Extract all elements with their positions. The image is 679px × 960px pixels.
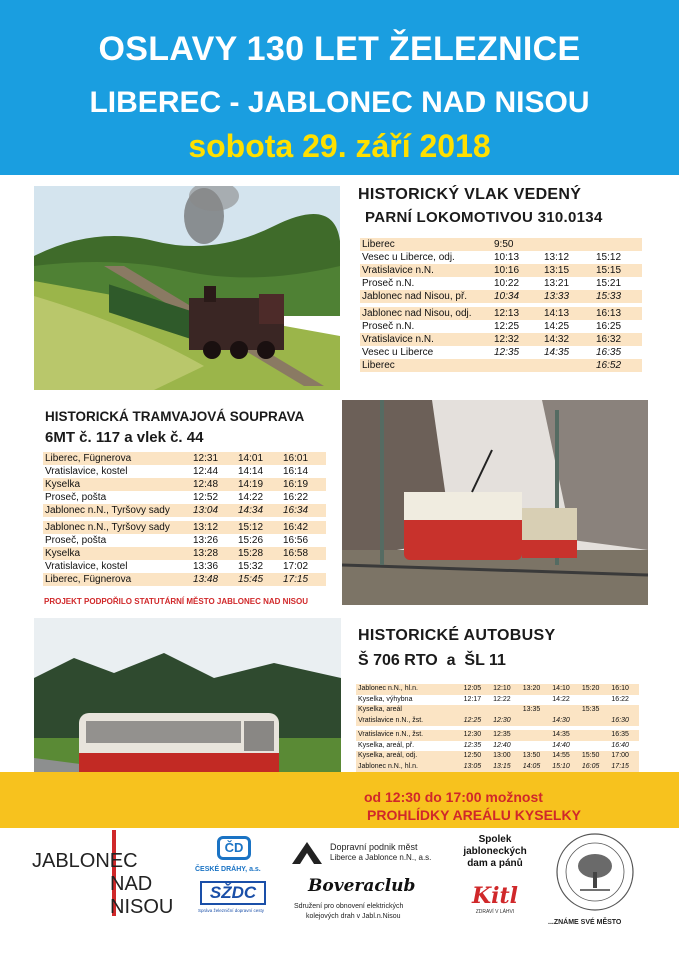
time-cell: 16:19 — [281, 478, 326, 491]
time-cell: 14:30 — [550, 716, 580, 727]
table-row — [360, 238, 642, 251]
stop-name-cell: Kyselka, výhybna — [356, 695, 462, 706]
time-cell: 16:34 — [281, 504, 326, 517]
time-cell — [521, 716, 551, 727]
table-row — [360, 290, 642, 303]
time-cell: 9:50 — [492, 238, 542, 251]
time-cell: 16:30 — [609, 716, 639, 727]
stop-name-cell: Liberec, Fügnerova — [43, 573, 191, 586]
table-row — [360, 320, 642, 333]
partner-logos — [0, 828, 679, 960]
szdc-sub: Správa železniční dopravní cesty — [198, 908, 265, 913]
spm-motto: ...ZNÁME SVÉ MĚSTO — [548, 919, 622, 926]
time-cell: 16:56 — [281, 534, 326, 547]
tram-photo — [342, 400, 648, 605]
time-cell — [550, 705, 580, 716]
time-cell: 12:10 — [491, 684, 521, 695]
time-cell — [580, 695, 610, 706]
stop-name-cell: Kyselka — [43, 478, 191, 491]
time-cell: 16:22 — [609, 695, 639, 706]
event-banner — [0, 772, 679, 828]
time-cell: 17:00 — [609, 751, 639, 762]
time-cell: 12:48 — [191, 478, 236, 491]
time-cell: 13:05 — [462, 762, 492, 773]
time-cell: 12:50 — [462, 751, 492, 762]
time-cell — [542, 238, 594, 251]
table-row — [360, 307, 642, 320]
time-cell: 12:13 — [492, 307, 542, 320]
time-cell: 10:13 — [492, 251, 542, 264]
time-cell: 13:12 — [191, 521, 236, 534]
stop-name-cell: Jablonec n.N., hl.n. — [356, 684, 462, 695]
time-cell: 14:35 — [542, 346, 594, 359]
bus-title-2: Š 706 RTO a ŠL 11 — [358, 652, 506, 669]
time-cell: 12:25 — [492, 320, 542, 333]
table-row — [43, 491, 326, 504]
stop-name-cell: Kyselka — [43, 547, 191, 560]
time-cell: 13:12 — [542, 251, 594, 264]
stop-name-cell: Liberec — [360, 359, 492, 372]
stop-name-cell: Vesec u Liberce — [360, 346, 492, 359]
table-row — [43, 560, 326, 573]
kitl-name: Kitl — [472, 883, 518, 909]
time-cell: 12:30 — [462, 730, 492, 741]
stop-name-cell: Jablonec nad Nisou, odj. — [360, 307, 492, 320]
boveraclub-logo — [290, 876, 450, 926]
dpmlj-line-2: Liberce a Jablonce n.N., a.s. — [330, 853, 432, 862]
time-cell: 15:35 — [580, 705, 610, 716]
szdc-logo — [198, 881, 273, 921]
time-cell: 12:17 — [462, 695, 492, 706]
table-row — [356, 762, 639, 773]
stop-name-cell: Jablonec nad Nisou, př. — [360, 290, 492, 303]
time-cell: 15:50 — [580, 751, 610, 762]
stop-name-cell: Jablonec n.N., Tyršovy sady — [43, 521, 191, 534]
stop-name-cell: Proseč n.N. — [360, 277, 492, 290]
dpmlj-line-1: Dopravní podnik měst — [330, 842, 418, 852]
time-cell: 12:35 — [491, 730, 521, 741]
time-cell: 14:14 — [236, 465, 281, 478]
time-cell — [462, 705, 492, 716]
time-cell: 12:31 — [191, 452, 236, 465]
table-row — [360, 359, 642, 372]
stop-name-cell: Proseč, pošta — [43, 534, 191, 547]
time-cell: 14:13 — [542, 307, 594, 320]
time-cell: 16:05 — [580, 762, 610, 773]
time-cell — [580, 741, 610, 752]
boveraclub-name: Boveraclub — [308, 876, 416, 896]
tram-title-1: HISTORICKÁ TRAMVAJOVÁ SOUPRAVA — [45, 409, 305, 424]
time-cell: 14:40 — [550, 741, 580, 752]
header — [0, 0, 679, 175]
bus-timetable — [356, 684, 639, 772]
stop-name-cell: Kyselka, areál — [356, 705, 462, 716]
time-cell: 13:36 — [191, 560, 236, 573]
stop-name-cell: Liberec — [360, 238, 492, 251]
time-cell: 14:10 — [550, 684, 580, 695]
time-cell: 15:15 — [594, 264, 642, 277]
time-cell: 16:13 — [594, 307, 642, 320]
boveraclub-sub-1: Sdružení pro obnovení elektrických — [294, 903, 404, 910]
time-cell: 13:04 — [191, 504, 236, 517]
time-cell: 12:25 — [462, 716, 492, 727]
tram-sponsor-note: PROJEKT PODPOŘILO STATUTÁRNÍ MĚSTO JABLONEC NAD NISOU — [44, 597, 309, 606]
time-cell: 13:15 — [542, 264, 594, 277]
time-cell: 16:52 — [594, 359, 642, 372]
table-row — [43, 521, 326, 534]
time-cell: 15:26 — [236, 534, 281, 547]
stop-name-cell: Vratislavice, kostel — [43, 560, 191, 573]
time-cell: 16:14 — [281, 465, 326, 478]
time-cell: 10:16 — [492, 264, 542, 277]
time-cell — [594, 238, 642, 251]
spolek-dam-logo — [455, 834, 535, 884]
time-cell: 10:22 — [492, 277, 542, 290]
spm-logo — [540, 832, 650, 932]
banner-line-2: PROHLÍDKY AREÁLU KYSELKY — [367, 807, 581, 823]
cd-icon: ČD — [217, 836, 251, 860]
tram-timetable — [43, 452, 326, 586]
time-cell: 14:19 — [236, 478, 281, 491]
time-cell: 17:15 — [609, 762, 639, 773]
spolek-line-3: dam a pánů — [467, 858, 523, 869]
stop-name-cell: Kyselka, areál, odj. — [356, 751, 462, 762]
steam-train-photo — [34, 186, 340, 390]
time-cell: 12:30 — [491, 716, 521, 727]
table-row — [360, 251, 642, 264]
time-cell — [580, 716, 610, 727]
time-cell: 13:00 — [491, 751, 521, 762]
time-cell: 13:28 — [191, 547, 236, 560]
time-cell: 16:25 — [594, 320, 642, 333]
table-row — [356, 705, 639, 716]
table-row — [43, 534, 326, 547]
table-row — [356, 730, 639, 741]
time-cell: 15:12 — [594, 251, 642, 264]
time-cell: 14:05 — [521, 762, 551, 773]
time-cell — [521, 730, 551, 741]
time-cell — [580, 730, 610, 741]
time-cell: 12:40 — [491, 741, 521, 752]
time-cell: 14:35 — [550, 730, 580, 741]
time-cell: 15:32 — [236, 560, 281, 573]
stop-name-cell: Proseč n.N. — [360, 320, 492, 333]
time-cell: 13:21 — [542, 277, 594, 290]
time-cell: 14:22 — [236, 491, 281, 504]
time-cell: 12:32 — [492, 333, 542, 346]
time-cell: 14:01 — [236, 452, 281, 465]
time-cell: 14:32 — [542, 333, 594, 346]
time-cell: 16:32 — [594, 333, 642, 346]
stop-name-cell: Vratislavice n.N. — [360, 333, 492, 346]
time-cell: 15:45 — [236, 573, 281, 586]
stop-name-cell: Vesec u Liberce, odj. — [360, 251, 492, 264]
table-row — [43, 478, 326, 491]
tram-title-2: 6MT č. 117 a vlek č. 44 — [45, 429, 204, 446]
stop-name-cell: Kyselka, areál, př. — [356, 741, 462, 752]
kitl-sub: ZDRAVÍ V LÁHVI — [475, 909, 515, 915]
table-row — [43, 452, 326, 465]
kitl-logo — [460, 883, 530, 928]
table-row — [360, 264, 642, 277]
table-row — [356, 684, 639, 695]
jablonec-logo — [32, 830, 182, 920]
stop-name-cell: Proseč, pošta — [43, 491, 191, 504]
table-row — [43, 465, 326, 478]
time-cell: 14:25 — [542, 320, 594, 333]
time-cell: 15:10 — [550, 762, 580, 773]
time-cell: 17:15 — [281, 573, 326, 586]
table-row — [356, 751, 639, 762]
stop-name-cell: Vratislavice n.N., žst. — [356, 716, 462, 727]
time-cell: 13:20 — [521, 684, 551, 695]
time-cell: 13:15 — [491, 762, 521, 773]
table-row — [356, 741, 639, 752]
bus-title-1: HISTORICKÉ AUTOBUSY — [358, 627, 556, 644]
time-cell: 16:40 — [609, 741, 639, 752]
time-cell: 16:58 — [281, 547, 326, 560]
time-cell: 13:50 — [521, 751, 551, 762]
time-cell: 14:22 — [550, 695, 580, 706]
time-cell: 16:22 — [281, 491, 326, 504]
event-date: sobota 29. září 2018 — [188, 128, 491, 164]
table-row — [356, 695, 639, 706]
time-cell — [521, 695, 551, 706]
tree-seal-icon — [550, 832, 640, 912]
spolek-line-1: Spolek — [478, 834, 512, 845]
time-cell: 13:33 — [542, 290, 594, 303]
time-cell: 15:28 — [236, 547, 281, 560]
dpmlj-icon — [290, 840, 324, 866]
stop-name-cell: Liberec, Fügnerova — [43, 452, 191, 465]
stop-name-cell: Vratislavice, kostel — [43, 465, 191, 478]
boveraclub-sub-2: kolejových drah v Jabl.n.Nisou — [306, 913, 401, 920]
time-cell: 14:34 — [236, 504, 281, 517]
time-cell: 13:35 — [521, 705, 551, 716]
time-cell: 15:20 — [580, 684, 610, 695]
szdc-label: SŽDC — [200, 881, 266, 905]
banner-line-1: od 12:30 do 17:00 možnost — [364, 789, 543, 805]
time-cell: 16:35 — [594, 346, 642, 359]
table-row — [43, 547, 326, 560]
time-cell: 15:21 — [594, 277, 642, 290]
ceske-drahy-logo — [195, 836, 285, 881]
table-row — [360, 333, 642, 346]
time-cell: 16:10 — [609, 684, 639, 695]
train-timetable — [360, 238, 642, 372]
time-cell — [492, 359, 542, 372]
time-cell: 12:35 — [462, 741, 492, 752]
time-cell: 12:22 — [491, 695, 521, 706]
time-cell — [491, 705, 521, 716]
time-cell: 10:34 — [492, 290, 542, 303]
spolek-line-2: jabloneckých — [463, 846, 527, 857]
time-cell: 14:55 — [550, 751, 580, 762]
time-cell: 12:44 — [191, 465, 236, 478]
time-cell: 17:02 — [281, 560, 326, 573]
table-row — [356, 716, 639, 727]
table-row — [43, 573, 326, 586]
jablonec-line-2: NAD — [110, 873, 153, 895]
time-cell: 15:12 — [236, 521, 281, 534]
cd-label: ČESKÉ DRÁHY, a.s. — [195, 866, 261, 873]
dpmlj-logo — [290, 834, 440, 874]
train-title-2: PARNÍ LOKOMOTIVOU 310.0134 — [365, 209, 603, 226]
time-cell: 15:33 — [594, 290, 642, 303]
time-cell: 13:48 — [191, 573, 236, 586]
time-cell — [609, 705, 639, 716]
jablonec-line-1: JABLONEC — [32, 850, 138, 872]
time-cell: 12:35 — [492, 346, 542, 359]
time-cell: 12:05 — [462, 684, 492, 695]
table-row — [360, 277, 642, 290]
title-line-2: LIBEREC - JABLONEC NAD NISOU — [89, 86, 590, 119]
time-cell: 12:52 — [191, 491, 236, 504]
stop-name-cell: Vratislavice n.N., žst. — [356, 730, 462, 741]
time-cell: 16:01 — [281, 452, 326, 465]
table-row — [43, 504, 326, 517]
stop-name-cell: Jablonec n.N., hl.n. — [356, 762, 462, 773]
time-cell — [521, 741, 551, 752]
time-cell: 16:35 — [609, 730, 639, 741]
time-cell: 16:42 — [281, 521, 326, 534]
time-cell: 13:26 — [191, 534, 236, 547]
table-row — [360, 346, 642, 359]
time-cell — [542, 359, 594, 372]
title-line-1: OSLAVY 130 LET ŽELEZNICE — [98, 30, 581, 68]
stop-name-cell: Jablonec n.N., Tyršovy sady — [43, 504, 191, 517]
train-title-1: HISTORICKÝ VLAK VEDENÝ — [358, 186, 582, 203]
stop-name-cell: Vratislavice n.N. — [360, 264, 492, 277]
jablonec-line-3: NISOU — [110, 896, 174, 918]
